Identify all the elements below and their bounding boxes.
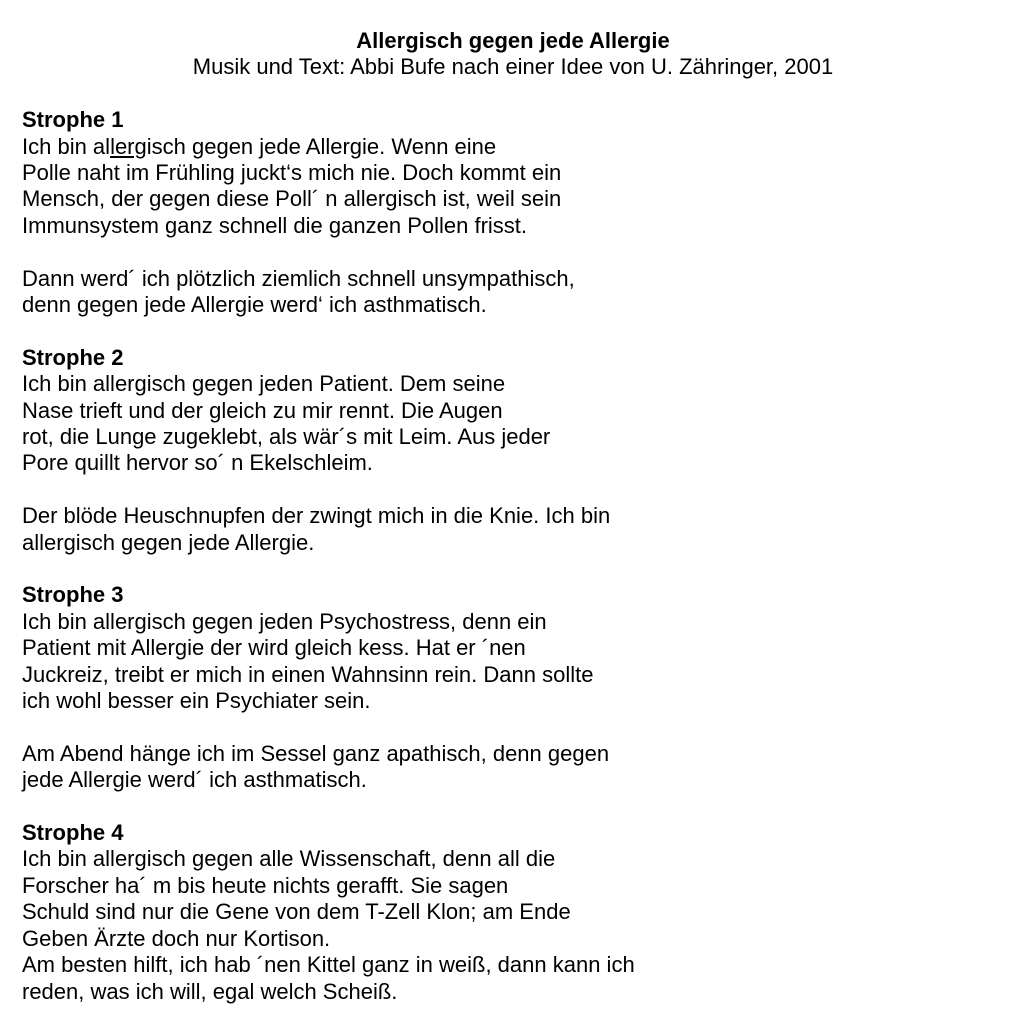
lyric-line: allergisch gegen jede Allergie. (22, 529, 315, 555)
strophe-2-heading: Strophe 2 (22, 344, 124, 370)
lyric-line: Polle naht im Frühling juckt‘s mich nie. Doch kommt ein (22, 160, 562, 186)
lyric-line: Der blöde Heuschnupfen der zwingt mich in die Knie. Ich bin (22, 503, 611, 529)
lyric-line: Ich bin allergisch gegen jeden Patient. Dem seine (22, 371, 506, 397)
lyric-line: Juckreiz, treibt er mich in einen Wahnsinn rein. Dann sollte (22, 661, 594, 687)
lyric-line: Am Abend hänge ich im Sessel ganz apathisch, denn gegen (22, 740, 610, 766)
lyric-line: ich wohl besser ein Psychiater sein. (22, 688, 371, 714)
lyric-line: Mensch, der gegen diese Poll´ n allergisch ist, weil sein (22, 186, 562, 212)
doc-header (22, 28, 1004, 81)
refrain-3 (22, 741, 1004, 794)
lyric-line: Forscher ha´ m bis heute nichts gerafft. Sie sagen (22, 872, 509, 898)
lyric-line: Geben Ärzte doch nur Kortison. (22, 925, 331, 951)
strophe-4 (22, 820, 1004, 1005)
strophe-3 (22, 582, 1004, 793)
underlined-text: lerg (110, 133, 147, 159)
strophe-1-heading: Strophe 1 (22, 107, 124, 133)
lyric-line: Dann werd´ ich plötzlich ziemlich schnell unsympathisch, (22, 265, 575, 291)
lyric-line (22, 134, 1004, 160)
strophe-1 (22, 107, 1004, 318)
strophe-4-heading: Strophe 4 (22, 820, 124, 846)
refrain-1 (22, 266, 1004, 319)
lyric-line: Am besten hilft, ich hab ´nen Kittel ganz in weiß, dann kann ich (22, 952, 635, 978)
lyric-line: rot, die Lunge zugeklebt, als wär´s mit Leim. Aus jeder (22, 424, 551, 450)
lyric-text: isch gegen jede Allergie. Wenn eine (146, 133, 497, 159)
strophe-3-heading: Strophe 3 (22, 582, 124, 608)
lyric-line: denn gegen jede Allergie werd‘ ich asthmatisch. (22, 292, 487, 318)
refrain-2 (22, 503, 1004, 556)
lyric-line: Ich bin allergisch gegen alle Wissenschaft, denn all die (22, 846, 556, 872)
lyric-line: reden, was ich will, egal welch Scheiß. (22, 978, 398, 1004)
lyric-line: Nase trieft und der gleich zu mir rennt. Die Augen (22, 397, 503, 423)
lyric-line: Pore quillt hervor so´ n Ekelschleim. (22, 450, 373, 476)
lyric-line: Immunsystem ganz schnell die ganzen Pollen frisst. (22, 212, 528, 238)
lyric-text: Ich bin al (22, 133, 111, 159)
lyric-line: Patient mit Allergie der wird gleich kess. Hat er ´nen (22, 635, 526, 661)
lyric-line: Schuld sind nur die Gene von dem T-Zell Klon; am Ende (22, 899, 571, 925)
lyric-line: Ich bin allergisch gegen jeden Psychostress, denn ein (22, 608, 547, 634)
song-credit: Musik und Text: Abbi Bufe nach einer Idee von U. Zähringer, 2001 (192, 54, 834, 80)
song-title: Allergisch gegen jede Allergie (356, 28, 670, 53)
strophe-2 (22, 345, 1004, 556)
lyric-line: jede Allergie werd´ ich asthmatisch. (22, 767, 367, 793)
